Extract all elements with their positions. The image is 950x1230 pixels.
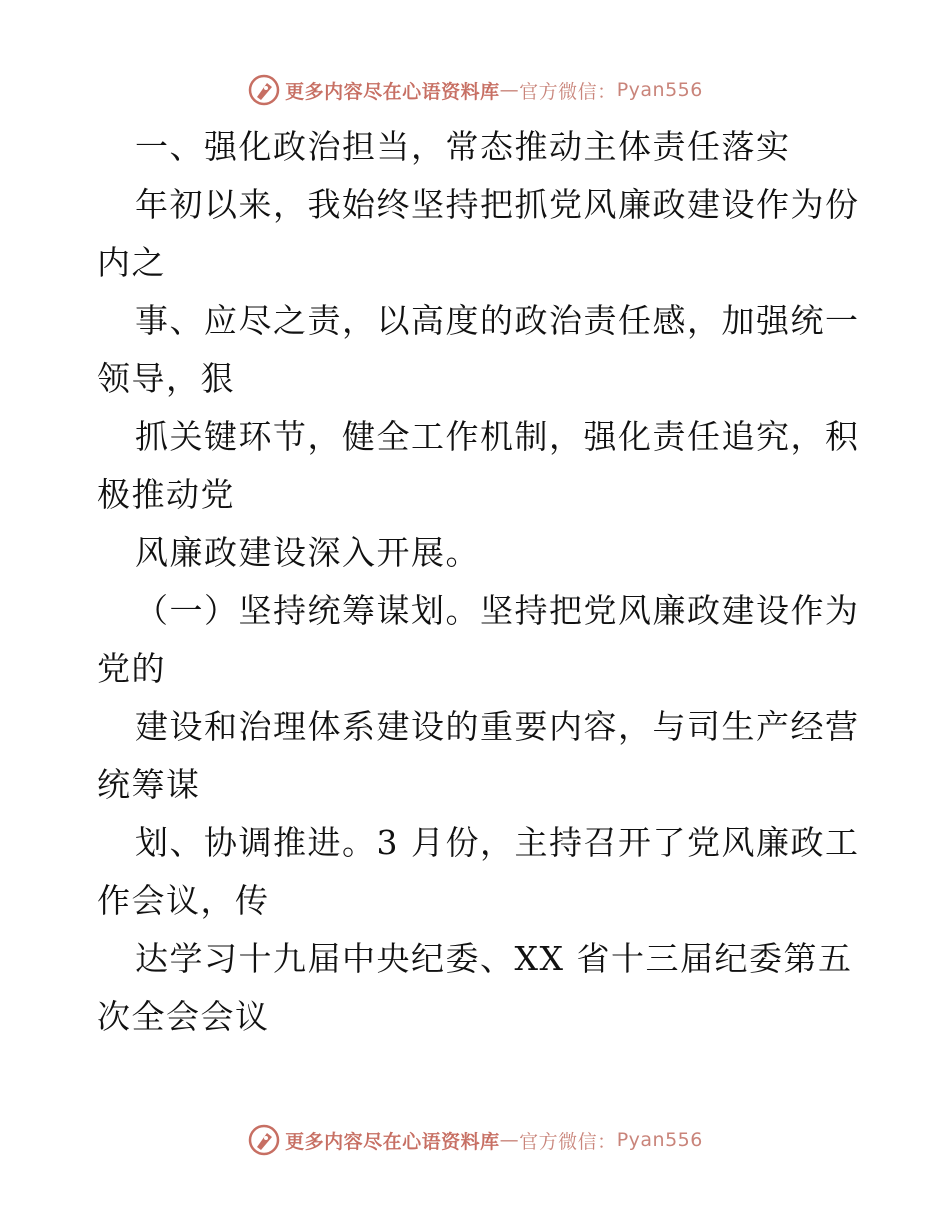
watermark-official: 官方微信： [519,1130,617,1153]
watermark-handle: Pyan556 [616,1129,703,1151]
header-watermark [0,70,950,110]
paragraph-line: 领导，狠 [97,359,235,398]
watermark-separator: — [499,1129,520,1151]
paragraph-line: 统筹谋 [97,765,201,804]
watermark-handle: Pyan556 [616,79,703,101]
document-body [97,118,860,1046]
paragraph-line: 风廉政建设深入开展。 [135,533,480,572]
paragraph-line: 年初以来，我始终坚持把抓党风廉政建设作为份 [135,185,860,224]
watermark-separator: — [499,79,520,101]
paragraph-line: 作会议，传 [97,881,270,920]
paragraph-line: 党的 [97,649,166,688]
subsection-line: （一）坚持统筹谋划。坚持把党风廉政建设作为 [135,591,860,630]
paragraph-line: 抓关键环节，健全工作机制，强化责任追究，积 [135,417,860,456]
paragraph-line: 极推动党 [97,475,235,514]
paragraph-line: 事、应尽之责，以高度的政治责任感，加强统一 [135,301,860,340]
paragraph-line: 建设和治理体系建设的重要内容，与司生产经营 [135,707,860,746]
pen-nib-logo-icon [247,73,281,107]
watermark-label: 更多内容尽在心语资料库 [285,80,500,103]
section-heading: 一、强化政治担当，常态推动主体责任落实 [135,127,791,166]
paragraph-line: 次全会会议 [97,997,270,1036]
pen-nib-logo-icon [247,1123,281,1157]
paragraph-line: 划、协调推进。3 月份，主持召开了党风廉政工 [135,823,860,862]
watermark-label: 更多内容尽在心语资料库 [285,1130,500,1153]
footer-watermark [0,1120,950,1160]
paragraph-line: 内之 [97,243,166,282]
watermark-official: 官方微信： [519,80,617,103]
paragraph-line: 达学习十九届中央纪委、XX 省十三届纪委第五 [135,939,853,978]
